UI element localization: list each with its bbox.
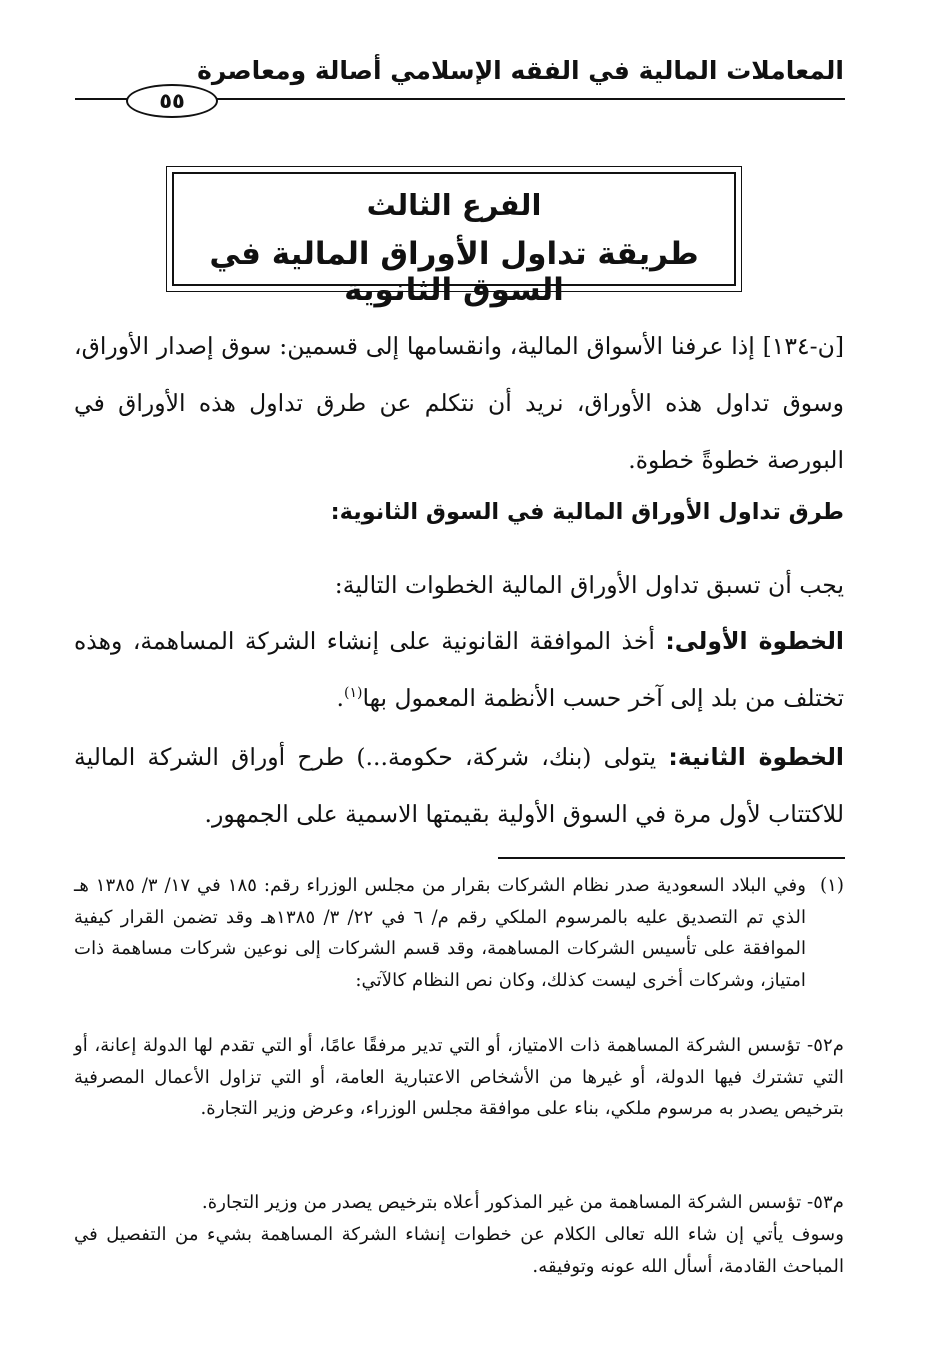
footnote-number: (١) [820, 875, 844, 896]
step-one-text: أخذ الموافقة القانونية على إنشاء الشركة المساهمة، وهذه تختلف من بلد إلى آخر حسب الأنظمة المعمول بها [74, 627, 844, 712]
step-two-label: الخطوة الثانية: [668, 743, 844, 771]
step-one-label: الخطوة الأولى: [665, 627, 844, 655]
footnote-article-53: م٥٣- تؤسس الشركة المساهمة من غير المذكور أعلاه بترخيص يصدر من وزير التجارة. [201, 1192, 844, 1213]
step-one-paragraph [74, 613, 844, 727]
branch-heading: الفرع الثالث [366, 188, 542, 222]
step-two-paragraph [74, 729, 844, 843]
footnote-separator [498, 857, 845, 859]
page-number: ٥٥ [126, 84, 218, 118]
footnote-text: وفي البلاد السعودية صدر نظام الشركات بقرار من مجلس الوزراء رقم: ١٨٥ في ١٧/ ٣/ ١٣٨٥ هـ الذي تم التصديق عليه بالمرسوم الملكي رقم م/ ٦ في ٢٢/ ٣/ ١٣٨٥هـ وقد تضمن القرار كيفية الموافقة على تأسيس الشركات المساهمة، وقد قسم الشركات إلى نوعين شركات مساهمة ذات امتياز، وشركات أخرى ليست كذلك، وكان نص النظام كالآتي: [74, 875, 806, 991]
footnote-1 [74, 870, 844, 996]
subheading: طرق تداول الأوراق المالية في السوق الثانوية: [330, 499, 844, 525]
footnote-reference[interactable]: (١) [343, 685, 363, 702]
step-two-text: يتولى (بنك، شركة، حكومة...) طرح أوراق الشركة المالية للاكتتاب لأول مرة في السوق الأولية بقيمتها الاسمية على الجمهور. [74, 743, 844, 828]
section-title-box [166, 166, 742, 308]
footnote-article-52: م٥٢- تؤسس الشركة المساهمة ذات الامتياز، أو التي تدير مرفقًا عامًا، أو التي تقدم لها الدولة إعانة، أو التي تشترك فيها الدولة، أو غيرها من الأشخاص الاعتبارية العامة، أو التي تزاول الأعمال المصرفية بترخيص يصدر به مرسوم ملكي، بناء على موافقة مجلس الوزراء، وعرض وزير التجارة. [74, 1035, 844, 1119]
intro-paragraph: [ن-١٣٤] إذا عرفنا الأسواق المالية، وانقسامها إلى قسمين: سوق إصدار الأوراق، وسوق تداول هذه الأوراق، نريد أن نتكلم عن طرق تداول هذه الأوراق في البورصة خطوةً خطوة. [74, 332, 844, 474]
running-header-title: المعاملات المالية في الفقه الإسلامي أصالة ومعاصرة [197, 56, 844, 85]
section-title: طريقة تداول الأوراق المالية في السوق الثانوية [209, 236, 699, 308]
section-title-inner-frame [172, 172, 736, 308]
lead-paragraph: يجب أن تسبق تداول الأوراق المالية الخطوات التالية: [334, 571, 844, 599]
footnote-closing: وسوف يأتي إن شاء الله تعالى الكلام عن خطوات إنشاء الشركة المساهمة بشيء من التفصيل في المباحث القادمة، أسأل الله عونه وتوفيقه. [74, 1224, 844, 1277]
step-one-end: . [336, 684, 344, 712]
